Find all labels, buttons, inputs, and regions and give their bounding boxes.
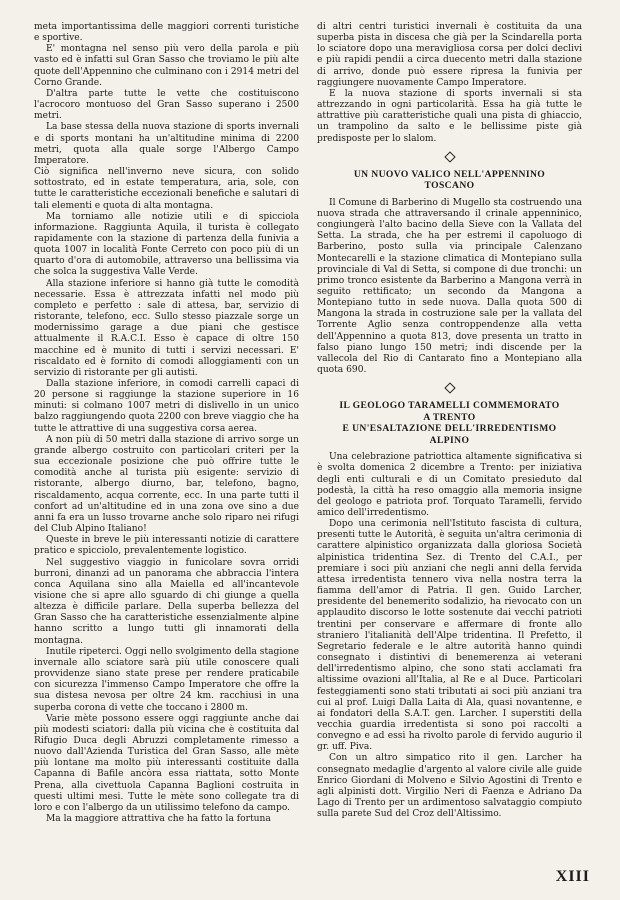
- section-title: [317, 400, 582, 446]
- paragraph: Varie mète possono essere oggi raggiunte anche dai più modesti sciatori: dalla più vicina che è costituita dal Rifugio Duca degli Abruzzi completamente rimesso a nuovo dall'Azienda Turistica del Gran Sasso, alle mète più lontane ma molto più interessanti costituite dalla Capanna di Bafile ancòra essa riattata, sotto Monte Prena, alla civettuola Capanna Baglioni costruita in questi ultimi mesi. Tutte le mète sono collegate tra di loro e con l'albergo da un utilissimo telefono da campo.: [34, 713, 299, 813]
- section-title-line: UN NUOVO VALICO NELL'APPENNINO: [353, 168, 546, 180]
- paragraph: meta importantissima delle maggiori correnti turistiche e sportive.: [34, 22, 299, 44]
- section-title: [317, 169, 582, 192]
- paragraph: Ma la maggiore attrattiva che ha fatto la fortuna: [46, 814, 271, 825]
- section-title-line: E UN'ESALTAZIONE DELL'IRREDENTISMO: [342, 423, 557, 435]
- paragraph: E la nuova stazione di sports invernali si sta attrezzando in ogni particolarità. Essa ha già tutte le attrattive più caratteristiche quali una pista di ghiaccio, un trampolino da salto e le bellissime piste già predisposte per lo slalom.: [317, 88, 582, 144]
- left-column: [34, 22, 299, 825]
- paragraph: Ciò significa nell'inverno neve sicura, con solido sottostrato, ed in estate temperatura, aria, sole, con tutte le caratteristiche eccezionali benefiche e salutari di tali elementi e quota di alta montagna.: [34, 167, 299, 211]
- section-title-line: IL GEOLOGO TARAMELLI COMMEMORATO: [339, 400, 560, 412]
- paragraph: Una celebrazione patriottica altamente significativa si è svolta domenica 2 dicembre a Trento: per iniziativa degli enti culturali e di un Comitato presieduto dal podestà, la città ha reso omaggio alla memoria insigne del geologo e patriota prof. Torquato Taramelli, fervido amico dell'irredentismo.: [317, 452, 582, 518]
- section-separator-icon: [317, 153, 582, 163]
- paragraph: A non più di 50 metri dalla stazione di arrivo sorge un grande albergo costruito con particolari criteri per la sua eccezionale posizione che può offrire tutte le comodità anche al turista più esigente: servizio di ristorante, albergo diurno, bar, telefono, bagno, riscaldamento, acqua corrente, ecc. In una parte tutti il confort ad un'altitudine ed in una zona ove sino a due anni fa era un lusso trovarne anche solo riparo nei rifugi del Club Alpino Italiano!: [34, 434, 299, 535]
- paragraph: D'altra parte tutte le vette che costituiscono l'acrocoro montuoso del Gran Sasso superano i 2500 metri.: [34, 88, 299, 122]
- paragraph: E' montagna nel senso più vero della parola e più vasto ed è infatti sul Gran Sasso che troviamo le più alte quote dell'Appennino che culminano con i 2914 metri del Corno Grande.: [34, 44, 299, 88]
- section-title-line: A TRENTO: [423, 411, 476, 423]
- section-title-line: TOSCANO: [424, 180, 475, 192]
- section-separator-icon: [317, 384, 582, 394]
- paragraph: Dopo una cerimonia nell'Istituto fascista di cultura, presenti tutte le Autorità, è seguita un'altra cerimonia di carattere alpinistico organizzata dalla gloriosa Società alpinistica tridentina Sez. di Trento del C.A.I., per premiare i soci più anziani che negli anni della fervida attesa irredentista tennero viva nella nostra terra la fiamma dell'amor di Patria. Il gen. Guido Larcher, presidente del benemerito sodalizio, ha rievocato con un applaudito discorso le lotte sostenute dai vecchi patrioti trentini per conservare e affermare di fronte allo straniero l'italianità dell'Alpe tridentina. Il Prefetto, il Segretario federale e le altre autorità hanno quindi consegnato i distintivi di benemerenza ai veterani dell'irredentismo alpino, che sono stati acclamati fra altissime ovazioni all'Italia, al Re e al Duce. Particolari festeggiamenti sono stati tributati ai soci più anziani tra cui al prof. Luigi Dalla Laita di Ala, quasi novantenne, e ai fondatori della S.A.T. gen. Larcher. I superstiti della vecchia guardia irredentista si sono poi raccolti a convegno e ad essi ha rivolto parole di fervido augurio il gr. uff. Piva.: [317, 519, 582, 753]
- paragraph: Inutile ripeterci. Oggi nello svolgimento della stagione invernale allo sciatore sarà più utile conoscere quali provvidenze siano state prese per rendere praticabile con sicurezza l'immenso Campo Imperatore che offre la sua distesa nevosa per oltre 24 km. racchiusi in una superba corona di vette che toccano i 2800 m.: [34, 646, 299, 713]
- paragraph: Il Comune di Barberino di Mugello sta costruendo una nuova strada che attraversando il crinale appenninico, congiungerà l'alto bacino della Sieve con la Vallata del Setta. La strada, che ha per estremi il capoluogo di Barberino, posto sulla via principale Calenzano Montecarelli e la stazione climatica di Montepiano sulla provinciale di Val di Setta, si compone di due tronchi: un primo tronco esistente da Barberino a Mangona verrà in seguito rettificato; un secondo da Mangona a Montepiano tutto in sede nuova. Dalla quota 500 di Mangona la strada in costruzione sale per la vallata del Torrente Aglio senza controppendenze alla vetta dell'Appennino a quota 813, dove presenta un tratto in falso piano lungo 150 metri; indi discende per la vallecola del Rio di Cantarato fino a Montepiano alla quota 690.: [317, 197, 582, 376]
- paragraph: Dalla stazione inferiore, in comodi carrelli capaci di 20 persone si raggiunge la stazione superiore in 16 minuti: si colmano 1007 metri di dislivello in un unico balzo raggiungendo quota 2200 con breve viaggio che ha tutte le attrattive di una suggestiva corsa aerea.: [34, 379, 299, 434]
- paragraph: di altri centri turistici invernali è costituita da una superba pista in discesa che già per la Scindarella porta lo sciatore dopo una meravigliosa corsa per dolci declivi e più rapidi pendii a circa duecento metri dalla stazione di arrivo, donde può essere ripresa la funivia per raggiungere nuovamente Campo Imperatore.: [317, 22, 582, 88]
- paragraph: Alla stazione inferiore si hanno già tutte le comodità necessarie. Essa è attrezzata infatti nel modo più completo e perfetto : sale di attesa, bar, servizio di ristorante, telefono, ecc. Sullo stesso piazzale sorge un modernissimo garage a due piani che gestisce attualmente il R.A.C.I. Esso è capace di oltre 150 macchine ed è munito di tutti i servizi necessari. E' riscaldato ed è fornito di comodi alloggiamenti con un servizio di ristorante per gli autisti.: [34, 278, 299, 378]
- page-number: XIII: [555, 868, 590, 885]
- paragraph: Con un altro simpatico rito il gen. Larcher ha consegnato medaglie d'argento al valore civile alle guide Enrico Giordani di Molveno e Silvio Agostini di Trento e agli alpinisti dott. Virgilio Neri di Faenza e Adriano Da Lago di Trento per un ardimentoso salvataggio compiuto sulla parete Sud del Croz dell'Altissimo.: [317, 753, 582, 820]
- paragraph: Nel suggestivo viaggio in funicolare sovra orridi burroni, dinanzi ad un panorama che abbraccia l'intera conca Aquilana sino alla Maiella ed all'incantevole visione che si apre allo sguardo di chi giunge a quella altezza è difficile parlare. Della superba bellezza del Gran Sasso che ha caratteristiche essenzialmente alpine hanno scritto a lungo tutti gli innamorati della montagna.: [34, 557, 299, 646]
- section-title-line: ALPINO: [429, 434, 470, 446]
- paragraph: La base stessa della nuova stazione di sports invernali e di sports montani ha un'altitudine minima di 2200 metri, quota alla quale sorge l'Albergo Campo Imperatore.: [34, 122, 299, 166]
- paragraph: Ma torniamo alle notizie utili e di spicciola informazione. Raggiunta Aquila, il turista è collegato rapidamente con la stazione di partenza della funivia a quota 1007 in località Fonte Cerreto con poco più di un quarto d'ora di automobile, attraverso una bellissima via che solca la suggestiva Valle Verde.: [34, 211, 299, 278]
- right-column: [317, 22, 582, 820]
- paragraph: Queste in breve le più interessanti notizie di carattere pratico e spicciolo, prevalentemente logistico.: [34, 535, 299, 557]
